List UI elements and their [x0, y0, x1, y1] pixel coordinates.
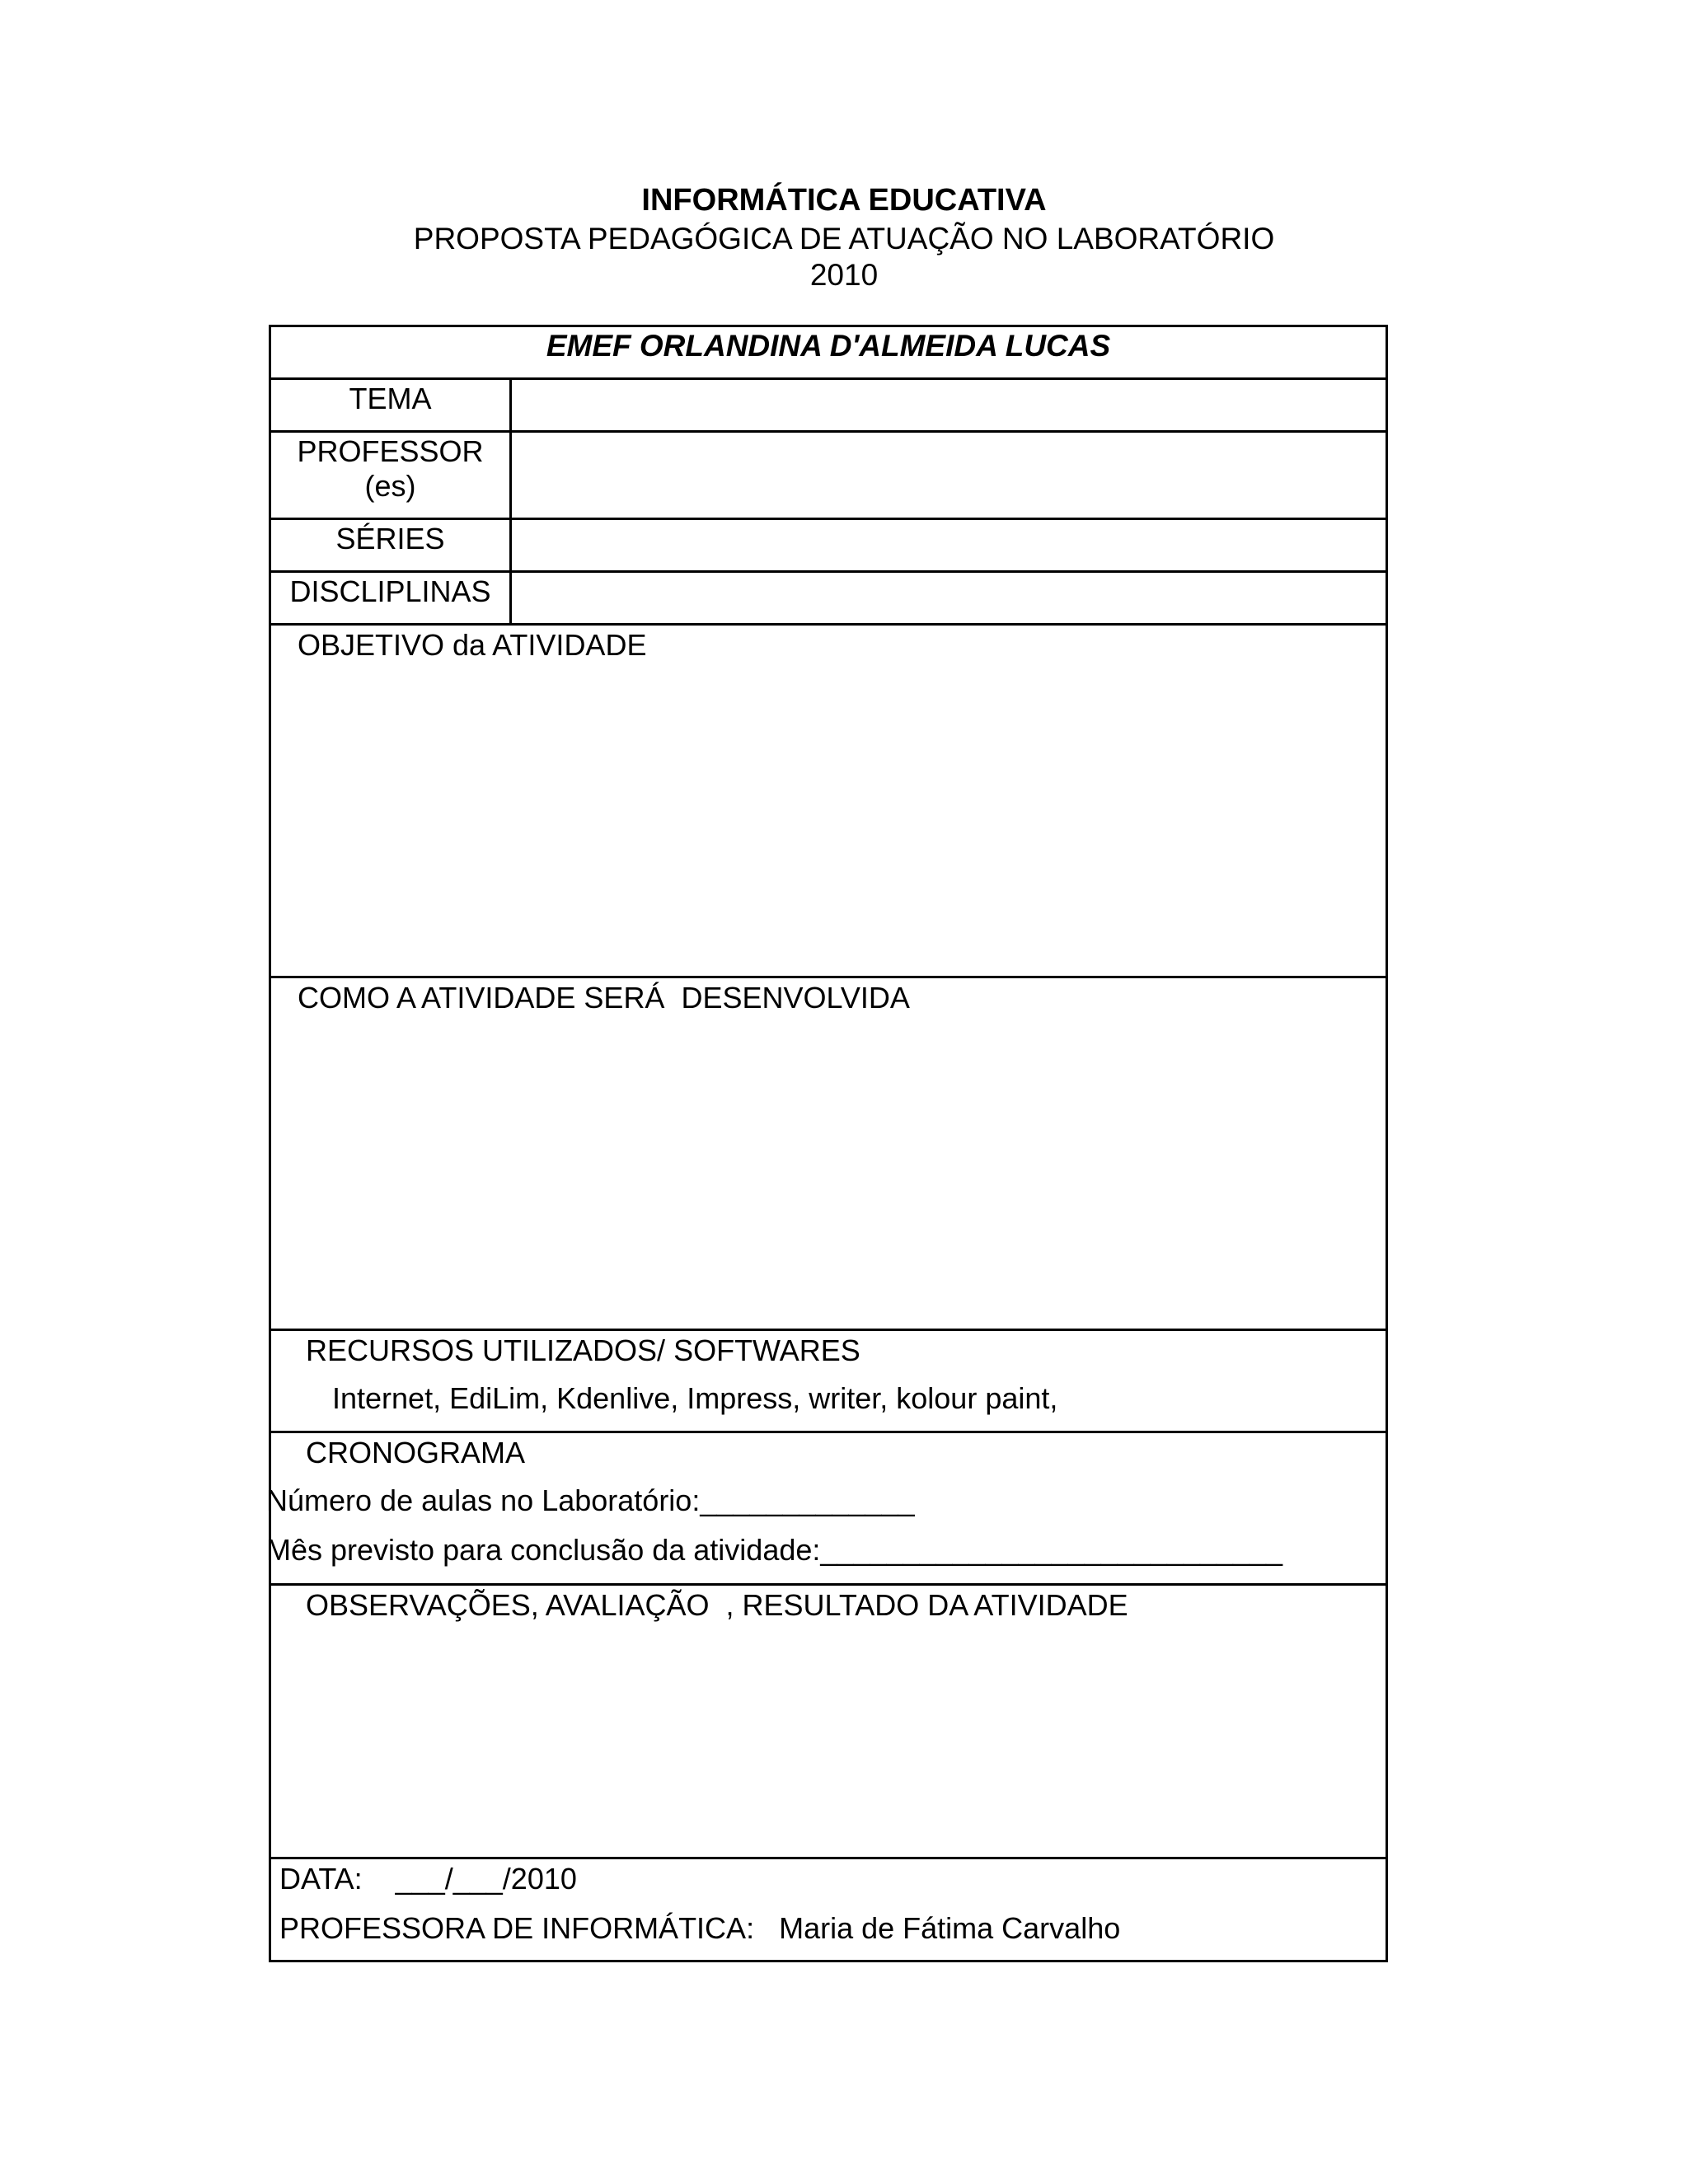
- recursos-text: Internet, EdiLim, Kdenlive, Impress, writer, kolour paint,: [332, 1381, 1058, 1415]
- proposal-form: [266, 325, 1388, 1962]
- document-year: 2010: [809, 258, 879, 292]
- tema-label: TEMA: [271, 380, 512, 430]
- numero-aulas-line[interactable]: Número de aulas no Laboratório:_____________: [266, 1483, 915, 1517]
- professor-label-line1: PROFESSOR: [297, 434, 484, 468]
- mes-previsto-line[interactable]: Mês previsto para conclusão da atividade:____________________________: [266, 1533, 1282, 1567]
- tema-row: [271, 377, 1386, 430]
- series-row: [271, 518, 1386, 570]
- como-label: COMO A ATIVIDADE SERÁ DESENVOLVIDA: [298, 981, 910, 1015]
- professora-line: PROFESSORA DE INFORMÁTICA: Maria de Fátima Carvalho: [279, 1911, 1121, 1945]
- document-title: INFORMÁTICA EDUCATIVA: [641, 183, 1047, 218]
- cronograma-section: [266, 1431, 1386, 1583]
- disciplinas-row: [271, 570, 1386, 623]
- objetivo-label: OBJETIVO da ATIVIDADE: [298, 628, 647, 662]
- series-field[interactable]: [512, 520, 1386, 570]
- disciplinas-label: DISCLIPLINAS: [271, 573, 512, 623]
- school-name: EMEF ORLANDINA D'ALMEIDA LUCAS: [546, 329, 1111, 363]
- professor-field[interactable]: [512, 433, 1386, 518]
- cronograma-label: CRONOGRAMA: [306, 1436, 526, 1469]
- recursos-section: [271, 1329, 1386, 1431]
- document-subtitle: PROPOSTA PEDAGÓGICA DE ATUAÇÃO NO LABORATÓRIO: [413, 222, 1275, 255]
- disciplinas-field[interactable]: [512, 573, 1386, 623]
- series-label: SÉRIES: [271, 520, 512, 570]
- observacoes-section[interactable]: [271, 1583, 1386, 1857]
- data-section: [271, 1857, 1386, 1960]
- como-section[interactable]: [271, 976, 1386, 1329]
- recursos-label: RECURSOS UTILIZADOS/ SOFTWARES: [306, 1333, 860, 1367]
- professor-row: [271, 430, 1386, 518]
- professor-label-line2: (es): [364, 469, 416, 503]
- professor-label: [271, 433, 512, 518]
- objetivo-section[interactable]: [271, 623, 1386, 976]
- data-line[interactable]: DATA: ___/___/2010: [279, 1862, 577, 1896]
- observacoes-label: OBSERVAÇÕES, AVALIAÇÃO , RESULTADO DA ATIVIDADE: [306, 1588, 1128, 1622]
- document-header: [0, 180, 1688, 293]
- tema-field[interactable]: [512, 380, 1386, 430]
